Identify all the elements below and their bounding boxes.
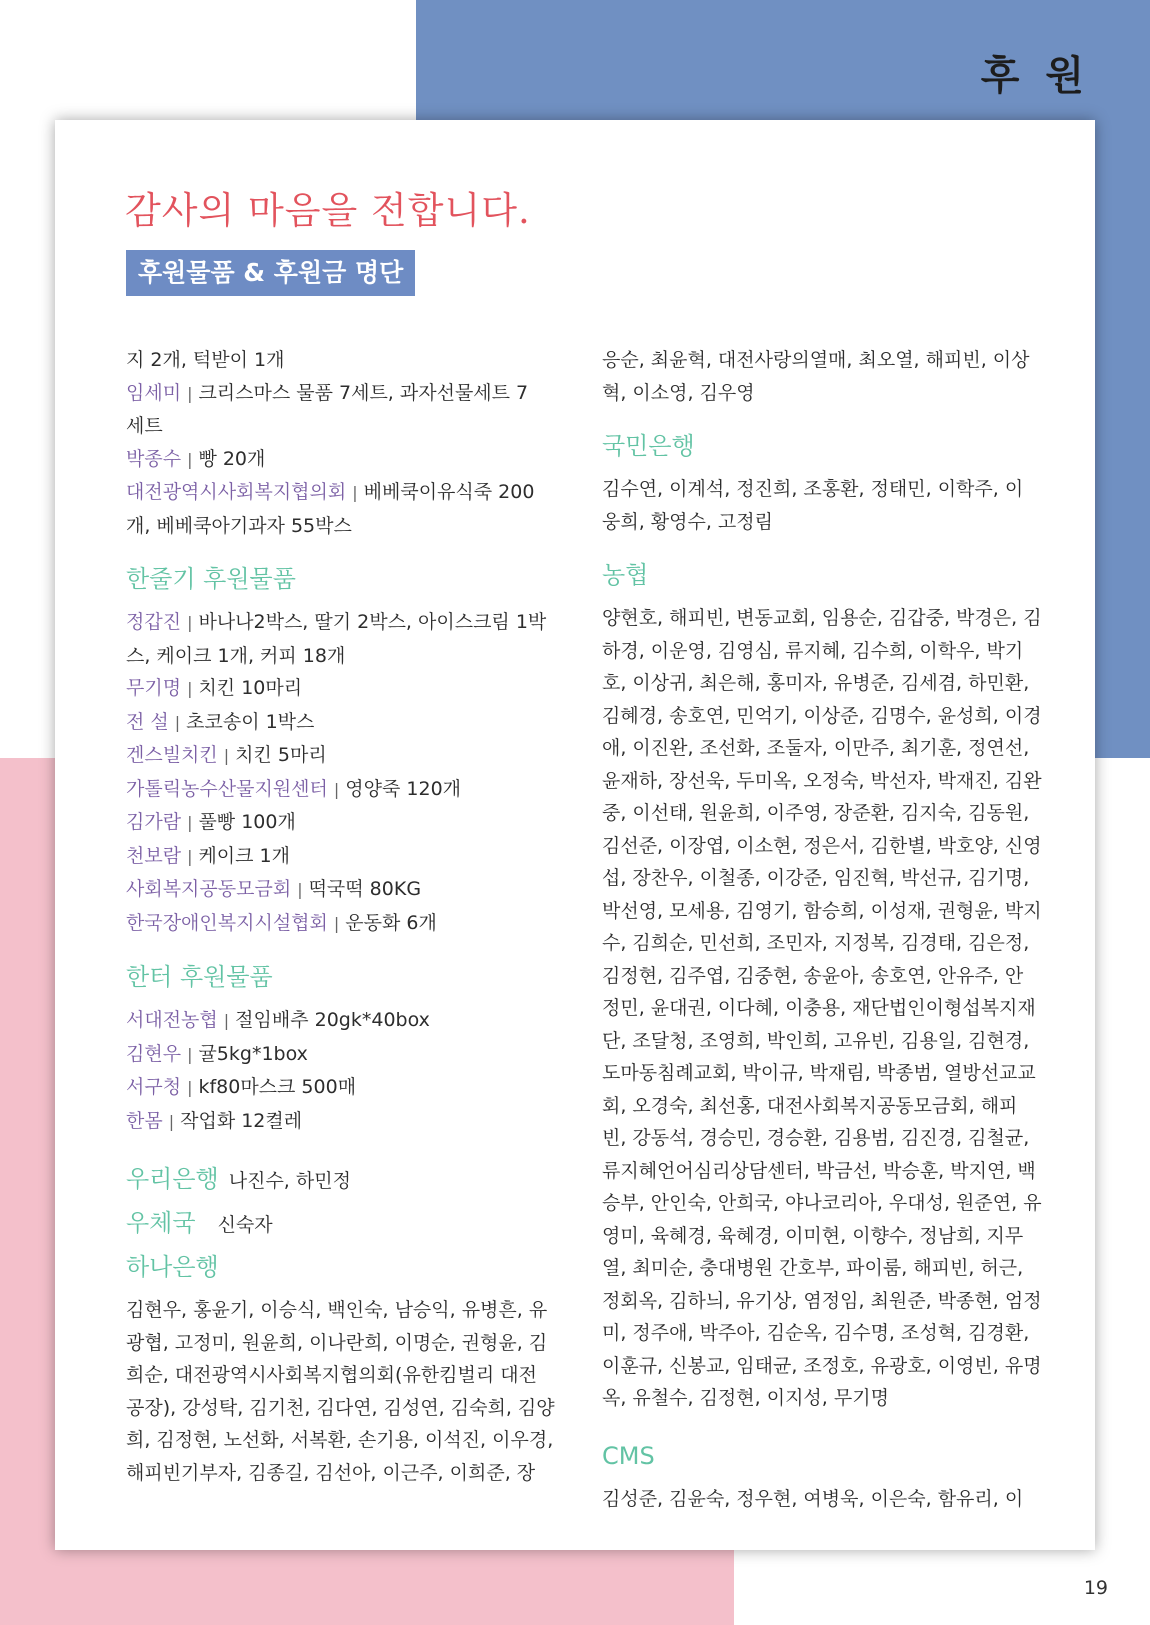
post-names: 신숙자 [217, 1214, 273, 1236]
donor-line [126, 706, 531, 740]
separator-bar: | [352, 483, 358, 502]
donor-name: 서구청 [126, 1076, 182, 1098]
section-woori [126, 1164, 531, 1196]
section-label: 후 원 [980, 53, 1090, 99]
donation-text: 초코송이 1박스 [186, 710, 315, 733]
section-title-hanjulgi: 한줄기 후원물품 [126, 565, 296, 593]
text-line: 웅희, 황영수, 고정림 [602, 510, 773, 533]
right-column [602, 344, 1042, 1515]
separator-bar: | [187, 613, 193, 632]
donation-text: 떡국떡 80KG [308, 878, 422, 900]
donor-line [126, 1004, 531, 1038]
separator-bar: | [187, 813, 193, 832]
donor-name: 겐스빌치킨 [126, 744, 218, 766]
text-line: 박선영, 모세용, 김영기, 함승희, 이성재, 권형윤, 박지 [602, 899, 1042, 922]
text-line: 이훈규, 신봉교, 임태균, 조정호, 유광호, 이영빈, 유명 [602, 1354, 1042, 1377]
separator-bar: | [168, 1111, 175, 1131]
text-line: 하경, 이운영, 김영심, 류지혜, 김수희, 이학우, 박기 [602, 639, 1024, 662]
text-line: 정회옥, 김하늬, 유기상, 염정임, 최원준, 박종현, 엄정 [602, 1289, 1042, 1312]
text-line: 애, 이진완, 조선화, 조둘자, 이만주, 최기훈, 정연선, [602, 737, 1030, 759]
text-line: 미, 정주애, 박주아, 김순옥, 김수명, 조성혁, 김경환, [602, 1322, 1030, 1344]
donor-line [126, 377, 531, 411]
donor-line [126, 1038, 531, 1072]
donation-text: 개, 베베쿡아기과자 55박스 [126, 514, 352, 537]
separator-bar: | [187, 679, 193, 698]
separator-bar: | [187, 449, 193, 469]
donor-list-general [126, 377, 535, 543]
section-title-nh: 농협 [602, 561, 649, 589]
donor-name: 사회복지공동모금회 [126, 878, 292, 900]
text-line: 응순, 최윤혁, 대전사랑의열매, 최오열, 해피빈, 이상 [602, 349, 1030, 371]
donor-line [126, 806, 531, 840]
section-title-post: 우체국 [126, 1209, 196, 1237]
separator-bar: | [333, 913, 340, 933]
section-title-hana: 하나은행 [126, 1253, 219, 1281]
donor-line [126, 640, 531, 673]
separator-bar: | [223, 1011, 230, 1030]
separator-bar: | [187, 1078, 193, 1097]
text-line: 호, 이상귀, 최은해, 홍미자, 유병준, 김세겸, 하민환, [602, 672, 1030, 694]
donor-line [126, 443, 531, 477]
donor-name: 전 설 [126, 710, 169, 733]
donation-text: 작업화 12켤레 [180, 1109, 303, 1132]
text-line: 중, 이선태, 원윤희, 이주영, 장준환, 김지숙, 김동원, [602, 802, 1030, 824]
hana-donor-text [126, 1294, 555, 1489]
text-line: 해피빈기부자, 김종길, 김선아, 이근주, 이희준, 장 [126, 1461, 536, 1484]
page-number: 19 [1083, 1577, 1108, 1599]
separator-bar: | [187, 846, 193, 866]
separator-bar: | [297, 880, 303, 899]
text-line: 김수연, 이계석, 정진희, 조홍환, 정태민, 이학주, 이 [602, 478, 1024, 500]
donation-text: 치킨 5마리 [235, 744, 327, 766]
donor-name: 김가람 [126, 811, 182, 833]
text-line: 김선준, 이장엽, 이소현, 정은서, 김한별, 박호양, 신영 [602, 834, 1042, 857]
separator-bar: | [187, 1044, 193, 1064]
text-line: 수, 김희순, 민선희, 조민자, 지정복, 김경태, 김은정, [602, 932, 1030, 954]
donation-text: 풀빵 100개 [198, 811, 296, 833]
section-title-kb: 국민은행 [602, 432, 695, 460]
donation-text: 절임배추 20gk*40box [235, 1009, 430, 1031]
donor-line [126, 739, 531, 773]
donor-name: 박종수 [126, 447, 182, 470]
donor-list-hanjulgi [126, 606, 547, 940]
donation-text: 세트 [126, 415, 163, 437]
donor-name: 대전광역시사회복지협의회 [126, 481, 347, 503]
text-line: 공장), 강성탁, 김기천, 김다연, 김성연, 김숙희, 김양 [126, 1396, 555, 1419]
text-line: 희, 김정현, 노선화, 서복환, 손기용, 이석진, 이우경, [126, 1429, 554, 1451]
text-line: 회, 오경숙, 최선홍, 대전사회복지공동모금회, 해피 [602, 1094, 1018, 1117]
donor-line [126, 1105, 531, 1139]
donor-name: 김현우 [126, 1042, 182, 1065]
section-title-woori: 우리은행 [126, 1165, 219, 1193]
content-card [55, 120, 1095, 1550]
donor-line [126, 476, 535, 510]
kb-donor-text [602, 473, 1027, 538]
donor-name: 가톨릭농수산물지원센터 [126, 777, 328, 800]
continued-donor-text [602, 344, 1030, 409]
donation-text: kf80마스크 500매 [198, 1076, 357, 1098]
separator-bar: | [174, 712, 181, 732]
separator-bar: | [187, 383, 193, 403]
text-line: 양현호, 해피빈, 변동교회, 임용순, 김갑중, 박경은, 김 [602, 607, 1042, 629]
donor-line [126, 873, 531, 907]
donation-text: 운동화 6개 [345, 911, 437, 934]
text-line: 류지혜언어심리상담센터, 박금선, 박승훈, 박지연, 백 [602, 1159, 1036, 1182]
text-line: 영미, 육혜경, 육혜경, 이미현, 이향수, 정남희, 지무 [602, 1224, 1024, 1247]
page-title: 감사의 마음을 전합니다. [125, 189, 531, 232]
donor-line [126, 907, 531, 941]
text-line: 김혜경, 송호연, 민억기, 이상준, 김명수, 윤성희, 이경 [602, 704, 1042, 727]
donor-line [126, 1071, 531, 1105]
text-line: 광협, 고정미, 원윤희, 이나란희, 이명순, 권형윤, 김 [126, 1331, 548, 1354]
text-line: 지 2개, 턱받이 1개 [126, 349, 285, 371]
donor-line [126, 840, 531, 874]
text-line: 김정현, 김주엽, 김중현, 송윤아, 송호연, 안유주, 안 [602, 964, 1024, 987]
woori-names: 나진수, 하민정 [228, 1170, 351, 1192]
donation-text: 크리스마스 물품 7세트, 과자선물세트 7 [198, 381, 529, 404]
text-line: 단, 조달청, 조영희, 박인희, 고유빈, 김용일, 김현경, [602, 1029, 1030, 1052]
section-post [126, 1208, 531, 1240]
donation-text: 바나나2박스, 딸기 2박스, 아이스크림 1박 [198, 611, 547, 633]
text-line: 승부, 안인숙, 안희국, 야나코리아, 우대성, 원준연, 유 [602, 1192, 1042, 1214]
donation-text: 치킨 10마리 [198, 677, 303, 699]
text-line: 빈, 강동석, 경승민, 경승환, 김용범, 김진경, 김철균, [602, 1127, 1030, 1149]
text-line: 김현우, 홍윤기, 이승식, 백인숙, 남승익, 유병흔, 유 [126, 1299, 548, 1321]
subheading-banner: 후원물품 & 후원금 명단 [126, 250, 415, 296]
donation-text: 영양죽 120개 [345, 777, 462, 800]
donor-line [126, 410, 531, 443]
donor-name: 임세미 [126, 381, 182, 404]
left-column [126, 344, 555, 1489]
separator-bar: | [333, 779, 340, 799]
text-line: 옥, 유철수, 김정현, 이지성, 무기명 [602, 1387, 889, 1409]
donor-list-hanter [126, 1004, 531, 1138]
donation-text: 베베쿡이유식죽 200 [363, 481, 535, 503]
text-line: 혁, 이소영, 김우영 [602, 381, 755, 404]
section-title-cms: CMS [602, 1441, 655, 1470]
donor-name: 천보람 [126, 844, 182, 867]
donor-line [126, 672, 531, 706]
donor-name: 한몸 [126, 1109, 163, 1132]
donor-line [126, 773, 531, 807]
left-intro [126, 344, 531, 377]
donor-line [126, 510, 531, 543]
nh-donor-text [602, 602, 1042, 1415]
text-line: 윤재하, 장선욱, 두미옥, 오정숙, 박선자, 박재진, 김완 [602, 769, 1042, 792]
donor-name: 서대전농협 [126, 1009, 218, 1031]
donation-text: 귤5kg*1box [198, 1042, 308, 1065]
donation-text: 케이크 1개 [198, 844, 290, 867]
text-line: 섭, 장찬우, 이철종, 이강준, 임진혁, 박선규, 김기명, [602, 867, 1030, 889]
donor-name: 무기명 [126, 677, 182, 699]
text-line: 정민, 윤대권, 이다혜, 이충용, 재단법인이형섭복지재 [602, 997, 1036, 1019]
text-line: 도마동침례교회, 박이규, 박재림, 박종범, 열방선교교 [602, 1062, 1036, 1084]
separator-bar: | [223, 746, 230, 765]
donor-line [126, 606, 547, 640]
text-line: 희순, 대전광역시사회복지협의회(유한킴벌리 대전 [126, 1364, 537, 1386]
text-line: 열, 최미순, 충대병원 간호부, 파이룸, 해피빈, 허근, [602, 1257, 1024, 1279]
donor-name: 한국장애인복지시설협회 [126, 911, 328, 934]
cms-donor-text [602, 1483, 1027, 1516]
donation-text: 빵 20개 [198, 447, 266, 470]
donor-name: 정갑진 [126, 611, 182, 633]
section-title-hanter: 한터 후원물품 [126, 963, 273, 991]
text-line: 김성준, 김윤숙, 정우현, 여병욱, 이은숙, 함유리, 이 [602, 1487, 1024, 1510]
donation-text: 스, 케이크 1개, 커피 18개 [126, 644, 346, 667]
